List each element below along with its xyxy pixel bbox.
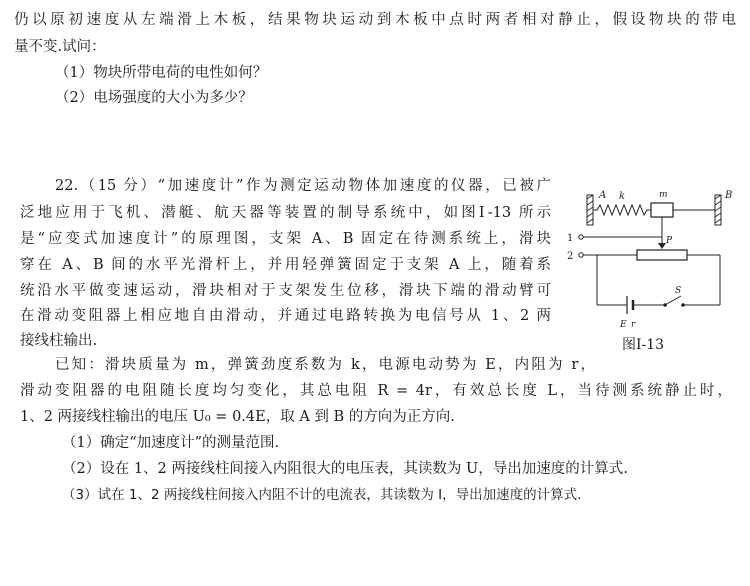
terminal-1-label: 1 xyxy=(567,233,574,244)
subquestion-3: （3）试在 1、2 两接线柱间接入内阻不计的电流表，其读数为 I，导出加速度的计算式. xyxy=(62,487,582,503)
label-k: k xyxy=(619,191,626,202)
problem-22-line-2: 泛地应用于飞机、潜艇、航天器等装置的制导系统中，如图Ⅰ-13 所示 xyxy=(20,205,551,221)
accelerometer-circuit-figure xyxy=(565,185,735,335)
given-line-1: 已知：滑块质量为 m，弹簧劲度系数为 k，电源电动势为 E，内阻为 r， xyxy=(55,357,595,373)
problem-22-line-3: 是“应变式加速度计”的原理图，支架 A、B 固定在待测系统上，滑块 xyxy=(20,231,551,247)
given-line-3: 1、2 两接线柱输出的电压 U₀ = 0.4E，取 A 到 B 的方向为正方向. xyxy=(20,409,455,425)
subquestion-2: （2）设在 1、2 两接线柱间接入内阻很大的电压表，其读数为 U，导出加速度的计算式. xyxy=(62,461,628,477)
terminal-1 xyxy=(579,235,583,239)
intro-line-1: 仍以原初速度从左端滑上木板，结果物块运动到木板中点时两者相对静止，假设物块的带电 xyxy=(14,12,736,28)
slider-arm-tip xyxy=(658,243,666,249)
spring xyxy=(593,205,651,215)
label-S: S xyxy=(675,286,682,296)
problem-22-line-4: 穿在 A、B 间的水平光滑杆上，并用轻弹簧固定于支架 A 上，随着系 xyxy=(20,257,551,273)
problem-22-line-7: 接线柱输出. xyxy=(20,333,98,349)
support-B xyxy=(715,195,721,225)
label-E: E xyxy=(620,320,627,330)
label-m: m xyxy=(659,190,668,200)
given-line-2: 滑动变阻器的电阻随长度均匀变化，其总电阻 R = 4r，有效总长度 L，当待测系统静止时， xyxy=(20,383,732,399)
problem-22-line-5: 统沿水平做变速运动，滑块相对于支架发生位移，滑块下端的滑动臂可 xyxy=(20,283,551,299)
figure-caption: 图Ⅰ-13 xyxy=(622,337,665,353)
intro-line-2: 量不变.试问： xyxy=(14,39,106,55)
problem-22-line-1: 22.（15 分）“加速度计”作为测定运动物体加速度的仪器，已被广 xyxy=(55,178,551,194)
label-P: P xyxy=(666,236,673,246)
subquestion-1: （1）确定“加速度计”的测量范围. xyxy=(62,435,280,451)
rheostat xyxy=(637,250,687,260)
intro-question-2: （2）电场强度的大小为多少？ xyxy=(55,90,253,106)
support-A xyxy=(587,195,593,225)
terminal-2-label: 2 xyxy=(567,251,574,262)
terminal-2 xyxy=(579,253,583,257)
intro-question-1: （1）物块所带电荷的电性如何？ xyxy=(55,65,268,81)
battery xyxy=(627,296,633,314)
label-B: B xyxy=(725,190,733,201)
switch xyxy=(663,296,685,307)
slider-block xyxy=(651,203,673,217)
label-r: r xyxy=(631,320,636,330)
problem-22-line-6: 在滑动变阻器上相应地自由滑动，并通过电路转换为电信号从 1、2 两 xyxy=(20,308,551,324)
label-A: A xyxy=(599,190,607,201)
